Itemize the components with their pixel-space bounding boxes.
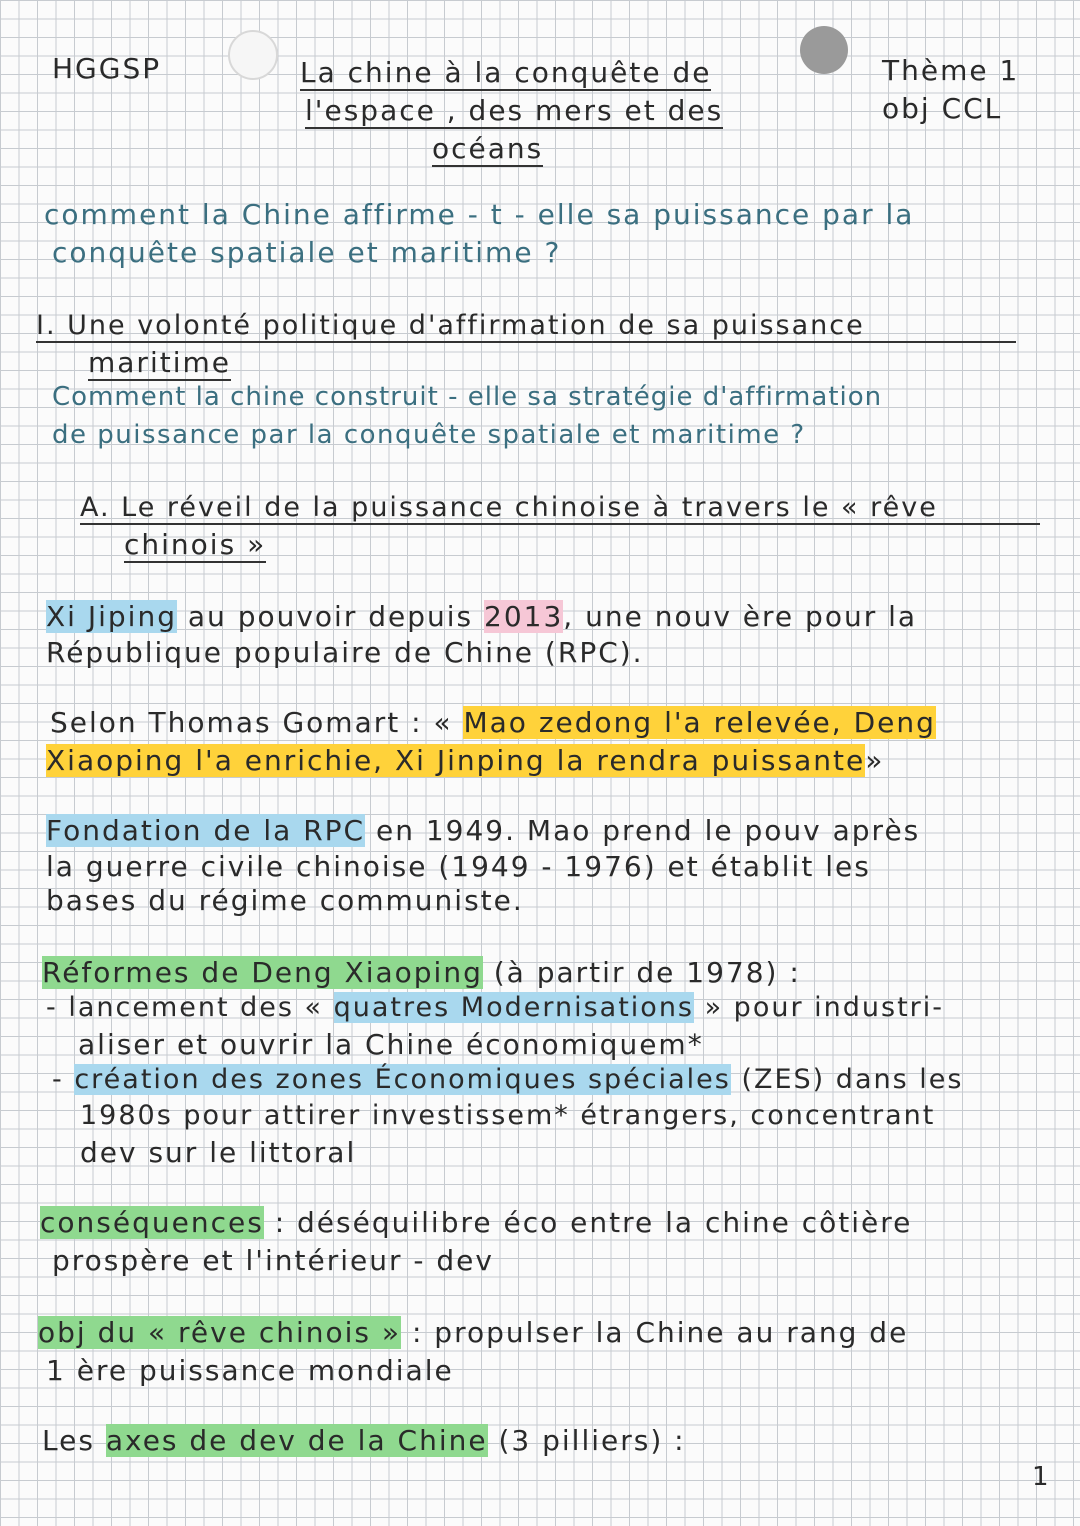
bullet-zes-line-2: 1980s pour attirer investissem* étrangers, concentrant bbox=[80, 1100, 936, 1131]
punch-hole-filled bbox=[800, 26, 848, 74]
paragraph-objective-line-1 bbox=[38, 1316, 908, 1349]
text: : déséquilibre éco entre la chine côtière bbox=[263, 1206, 913, 1239]
paragraph-consequences-line-2: prospère et l'intérieur - dev bbox=[52, 1244, 494, 1277]
text: Selon Thomas Gomart : « bbox=[50, 706, 464, 739]
highlight-objectif-reve-chinois: obj du « rêve chinois » bbox=[38, 1316, 402, 1349]
highlight-quote-part-1: Mao zedong l'a relevée, Deng bbox=[463, 706, 936, 739]
paragraph-gomart-line-1 bbox=[50, 706, 936, 739]
highlight-quatres-modernisations: quatres Modernisations bbox=[333, 992, 694, 1023]
text: au pouvoir depuis bbox=[176, 600, 485, 633]
paragraph-objective-line-2: 1 ère puissance mondiale bbox=[46, 1354, 454, 1387]
text: (ZES) dans les bbox=[730, 1064, 964, 1095]
paragraph-rpc-line-3: bases du régime communiste. bbox=[46, 884, 524, 917]
bullet-modernisations-line-2: aliser et ouvrir la Chine économiquem* bbox=[78, 1028, 704, 1061]
paragraph-consequences-line-1 bbox=[40, 1206, 912, 1239]
main-question-line-2: conquête spatiale et maritime ? bbox=[52, 236, 562, 269]
paragraph-gomart-line-2 bbox=[46, 744, 884, 777]
highlight-axes-dev: axes de dev de la Chine bbox=[105, 1424, 488, 1457]
section-1-title-line-2: maritime bbox=[88, 346, 231, 379]
highlight-consequences: conséquences bbox=[40, 1206, 264, 1239]
paragraph-deng-header bbox=[42, 956, 801, 989]
bullet-zes-line-3: dev sur le littoral bbox=[80, 1136, 357, 1169]
text: , une nouv ère pour la bbox=[563, 600, 918, 633]
page-title-line-3: océans bbox=[432, 132, 544, 165]
text: en 1949. Mao prend le pouv après bbox=[365, 814, 921, 847]
highlight-fondation-rpc: Fondation de la RPC bbox=[46, 814, 366, 847]
text: (à partir de 1978) : bbox=[482, 956, 801, 989]
highlight-quote-part-2: Xiaoping l'a enrichie, Xi Jinping la rendra puissante bbox=[46, 744, 866, 777]
text: : propulser la Chine au rang de bbox=[401, 1316, 909, 1349]
highlight-reformes-deng: Réformes de Deng Xiaoping bbox=[42, 956, 483, 989]
section-1-title-line-1: I. Une volonté politique d'affirmation de sa puissance bbox=[36, 310, 1016, 343]
section-a-title-line-1: A. Le réveil de la puissance chinoise à travers le « rêve bbox=[80, 492, 1040, 525]
section-1-question-line-2: de puissance par la conquête spatiale et maritime ? bbox=[52, 420, 806, 450]
highlight-year-2013: 2013 bbox=[484, 600, 564, 633]
paragraph-rpc-line-1 bbox=[46, 814, 920, 847]
paragraph-xi-jinping-line-1 bbox=[46, 600, 917, 633]
bullet-modernisations-line-1 bbox=[46, 992, 944, 1023]
text: Les bbox=[42, 1424, 106, 1457]
text: » pour industri- bbox=[694, 992, 944, 1023]
main-question-line-1: comment la Chine affirme - t - elle sa puissance par la bbox=[44, 198, 915, 231]
punch-hole-empty bbox=[228, 30, 278, 80]
page-title-line-1: La chine à la conquête de bbox=[300, 56, 712, 89]
highlight-zones-economiques: création des zones Économiques spéciales bbox=[74, 1064, 731, 1095]
highlight-xi-jiping: Xi Jiping bbox=[46, 600, 177, 633]
bullet-zes-line-1 bbox=[52, 1064, 963, 1095]
subject-label: HGGSP bbox=[52, 52, 162, 85]
section-1-question-line-1: Comment la chine construit - elle sa stratégie d'affirmation bbox=[52, 382, 883, 412]
text: - bbox=[52, 1064, 75, 1095]
section-a-title-line-2: chinois » bbox=[124, 528, 267, 561]
text: - lancement des « bbox=[46, 992, 334, 1023]
theme-label: Thème 1 bbox=[882, 54, 1020, 87]
text: (3 pilliers) : bbox=[487, 1424, 686, 1457]
text: » bbox=[865, 744, 885, 777]
paragraph-axes-dev bbox=[42, 1424, 686, 1457]
paragraph-rpc-line-2: la guerre civile chinoise (1949 - 1976) et établit les bbox=[46, 850, 871, 883]
objective-label: obj CCL bbox=[882, 92, 1003, 125]
paragraph-xi-jinping-line-2: République populaire de Chine (RPC). bbox=[46, 636, 644, 669]
page-title-line-2: l'espace , des mers et des bbox=[305, 94, 724, 127]
page-number: 1 bbox=[1032, 1462, 1051, 1492]
